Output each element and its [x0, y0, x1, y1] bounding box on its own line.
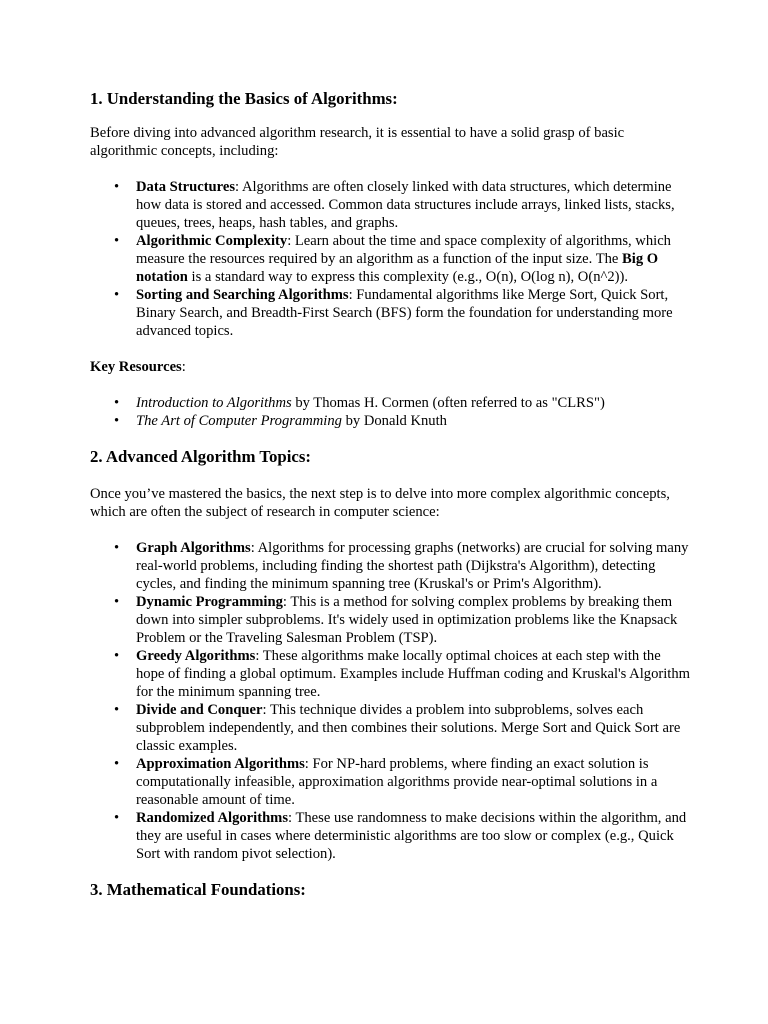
- term-bold: Divide and Conquer: [136, 702, 263, 718]
- list-item: [136, 178, 690, 232]
- list-item: [136, 701, 690, 755]
- resources-list: [90, 394, 690, 430]
- key-resources-label: [90, 358, 690, 376]
- list-item: [136, 286, 690, 340]
- item-text: : This technique divides a problem into subproblems, solves each subproblem independently, and then combines their solutions. Merge Sort and Quick Sort are classic examples.: [136, 702, 681, 754]
- document-page: [90, 88, 690, 901]
- term-bold: Data Structures: [136, 179, 236, 195]
- book-author: by Donald Knuth: [341, 413, 447, 429]
- book-author: by Thomas H. Cormen (often referred to as "CLRS"): [291, 395, 605, 411]
- term-bold: Algorithmic Complexity: [136, 233, 288, 249]
- section-intro: Before diving into advanced algorithm research, it is essential to have a solid grasp of basic algorithmic concepts, including:: [90, 125, 625, 159]
- term-bold: Greedy Algorithms: [136, 648, 256, 664]
- term-bold: Randomized Algorithms: [136, 810, 289, 826]
- resources-label-bold: Key Resources: [90, 359, 182, 375]
- list-item: [136, 412, 690, 430]
- item-text: : These algorithms make locally optimal choices at each step with the hope of finding a global optimum. Examples include Huffman coding and Kruskal's Algorithm for the minimum spanning tree.: [136, 648, 690, 700]
- list-item: [136, 755, 690, 809]
- section-heading: 2. Advanced Algorithm Topics:: [90, 447, 311, 466]
- section-heading: 3. Mathematical Foundations:: [90, 880, 306, 899]
- item-text: : Fundamental algorithms like Merge Sort, Quick Sort, Binary Search, and Breadth-First Search (BFS) form the foundation for understanding more advanced topics.: [136, 287, 673, 339]
- list-item: [136, 809, 690, 863]
- item-text: : Algorithms are often closely linked with data structures, which determine how data is stored and accessed. Common data structures include arrays, linked lists, stacks, queues, trees, heaps, hash tables, and graphs.: [136, 179, 675, 231]
- term-bold: Sorting and Searching Algorithms: [136, 287, 349, 303]
- list-item: [136, 647, 690, 701]
- term-bold: Graph Algorithms: [136, 540, 251, 556]
- bullet-list: [90, 178, 690, 340]
- section-heading: 1. Understanding the Basics of Algorithms:: [90, 89, 398, 108]
- list-item: [136, 593, 690, 647]
- item-text: : For NP-hard problems, where finding an exact solution is computationally infeasible, approximation algorithms provide near-optimal solutions in a reasonable amount of time.: [136, 756, 658, 808]
- item-text: : These use randomness to make decisions within the algorithm, and they are useful in cases where deterministic algorithms are too slow or complex (e.g., Quick Sort with random pivot selection).: [136, 810, 687, 862]
- section-intro: Once you’ve mastered the basics, the next step is to delve into more complex algorithmic concepts, which are often the subject of research in computer science:: [90, 486, 670, 520]
- list-item: [136, 394, 690, 412]
- term-bold: Big O notation: [136, 251, 659, 285]
- term-bold: Approximation Algorithms: [136, 756, 305, 772]
- book-title: Introduction to Algorithms: [136, 395, 292, 411]
- bullet-list: [90, 539, 690, 863]
- item-text: : Learn about the time and space complexity of algorithms, which measure the resources required by an algorithm as a function of the input size. The: [136, 233, 671, 267]
- item-text: : Algorithms for processing graphs (networks) are crucial for solving many real-world problems, including finding the shortest path (Dijkstra's Algorithm), detecting cycles, and finding the minimum spanning tree (Kruskal's or Prim's Algorithm).: [136, 540, 689, 592]
- term-bold: Dynamic Programming: [136, 594, 283, 610]
- list-item: [136, 232, 690, 286]
- item-text: : This is a method for solving complex problems by breaking them down into simpler subproblems. It's widely used in optimization problems like the Knapsack Problem or the Traveling Salesman Problem (TSP).: [136, 594, 678, 646]
- list-item: [136, 539, 690, 593]
- book-title: The Art of Computer Programming: [136, 413, 342, 429]
- resources-colon: :: [181, 359, 186, 375]
- item-text: is a standard way to express this complexity (e.g., O(n), O(log n), O(n^2)).: [187, 269, 629, 285]
